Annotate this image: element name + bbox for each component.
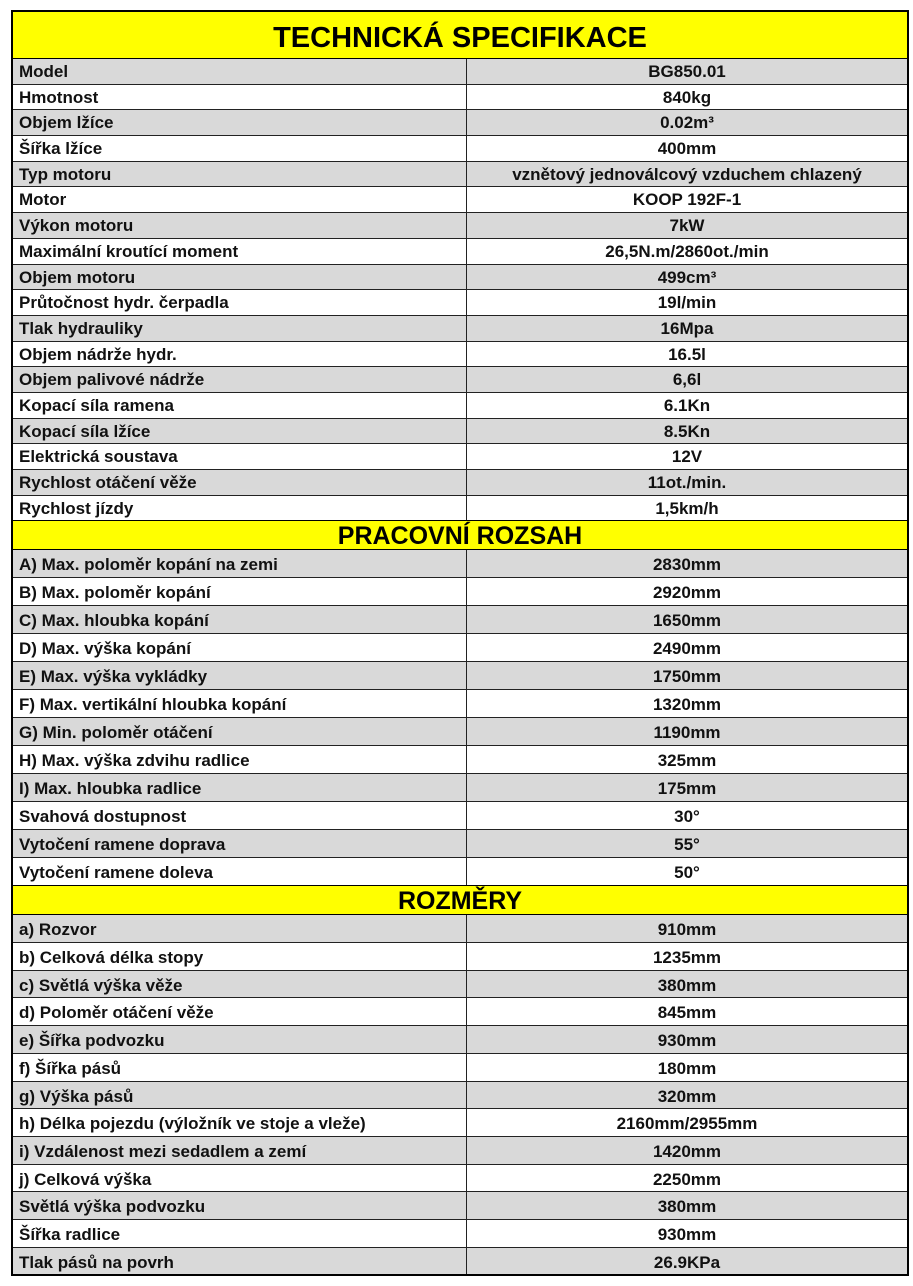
spec-value: 499cm³ [657,267,717,287]
spec-value: 7kW [669,216,705,236]
spec-label: Šířka radlice [13,1220,467,1247]
spec-value: 320mm [657,1086,717,1106]
table-row [13,85,907,111]
table-row [13,496,907,521]
table-row [13,342,907,368]
section-rows [13,59,907,520]
spec-value: 16Mpa [660,318,714,338]
table-row [13,634,907,662]
table-row [13,290,907,316]
table-row [13,213,907,239]
spec-value: 325mm [657,751,717,771]
spec-label: Kopací síla lžíce [13,419,467,444]
spec-label: Tlak hydrauliky [13,316,467,341]
spec-value: 840kg [662,87,712,107]
spec-table-body [13,59,907,1274]
spec-table [11,10,909,1276]
spec-label: G) Min. poloměr otáčení [13,718,467,745]
table-row [13,998,907,1026]
spec-value: 910mm [657,920,717,940]
table-row [13,239,907,265]
spec-value: 1750mm [652,667,722,687]
section-heading: ROZMĚRY [13,885,907,915]
table-row [13,187,907,213]
spec-label: Hmotnost [13,85,467,110]
spec-value: 400mm [657,139,717,159]
spec-value: 1320mm [652,695,722,715]
spec-value: 55° [674,835,700,855]
spec-label: Průtočnost hydr. čerpadla [13,290,467,315]
table-row [13,1248,907,1275]
table-row [13,367,907,393]
table-row [13,662,907,690]
table-row [13,1109,907,1137]
spec-label: Vytočení ramene doleva [13,858,467,885]
spec-label: Elektrická soustava [13,444,467,469]
spec-label: d) Poloměr otáčení věže [13,998,467,1025]
table-row [13,136,907,162]
section-heading: PRACOVNÍ ROZSAH [13,520,907,550]
spec-label: e) Šířka podvozku [13,1026,467,1053]
spec-value: 0.02m³ [660,113,714,133]
spec-value: vznětový jednoválcový vzduchem chlazený [512,164,862,184]
spec-value: 26.9KPa [653,1252,721,1272]
spec-value: 30° [674,807,700,827]
table-row [13,1220,907,1248]
table-row [13,943,907,971]
spec-label: E) Max. výška vykládky [13,662,467,689]
spec-label: H) Max. výška zdvihu radlice [13,746,467,773]
spec-label: Vytočení ramene doprava [13,830,467,857]
table-row [13,316,907,342]
table-row [13,419,907,445]
table-row [13,393,907,419]
spec-value: 2160mm/2955mm [616,1114,758,1134]
spec-label: C) Max. hloubka kopání [13,606,467,633]
spec-value: KOOP 192F-1 [632,190,742,210]
table-row [13,1165,907,1193]
table-row [13,550,907,578]
spec-value: 19l/min [657,293,717,313]
spec-label: Šířka lžíce [13,136,467,161]
table-row [13,470,907,496]
table-row [13,1082,907,1110]
spec-value: 12V [671,447,703,467]
spec-value: 1190mm [653,723,721,743]
spec-value: 1235mm [652,948,722,968]
spec-value: 6.1Kn [663,395,711,415]
spec-value: 26,5N.m/2860ot./min [605,241,769,261]
spec-value: 50° [674,863,700,883]
spec-value: 6,6l [672,370,702,390]
spec-label: D) Max. výška kopání [13,634,467,661]
table-row [13,444,907,470]
spec-label: Model [13,59,467,84]
spec-value: 1,5km/h [655,498,719,518]
table-row [13,746,907,774]
table-row [13,606,907,634]
spec-label: Motor [13,187,467,212]
spec-label: Rychlost otáčení věže [13,470,467,495]
spec-label: Světlá výška podvozku [13,1192,467,1219]
table-row [13,774,907,802]
table-row [13,802,907,830]
spec-label: F) Max. vertikální hloubka kopání [13,690,467,717]
spec-label: Objem nádrže hydr. [13,342,467,367]
spec-value: 8.5Kn [663,421,711,441]
table-row [13,1192,907,1220]
table-row [13,1026,907,1054]
table-row [13,1137,907,1165]
spec-label: Rychlost jízdy [13,496,467,521]
spec-value: 16.5l [668,344,706,364]
spec-value: 2490mm [652,639,722,659]
spec-value: 180mm [657,1058,717,1078]
table-row [13,265,907,291]
spec-value: BG850.01 [648,62,726,81]
spec-label: Kopací síla ramena [13,393,467,418]
spec-label: g) Výška pásů [13,1082,467,1109]
table-row [13,690,907,718]
spec-label: i) Vzdálenost mezi sedadlem a zemí [13,1137,467,1164]
spec-label: Výkon motoru [13,213,467,238]
table-row [13,915,907,943]
spec-label: c) Světlá výška věže [13,971,467,998]
section-rows [13,550,907,885]
spec-label: Objem lžíce [13,110,467,135]
table-row [13,162,907,188]
spec-label: Typ motoru [13,162,467,187]
spec-value: 2920mm [652,583,722,603]
spec-label: b) Celková délka stopy [13,943,467,970]
spec-value: 2250mm [652,1169,722,1189]
spec-label: j) Celková výška [13,1165,467,1192]
spec-value: 380mm [657,1197,717,1217]
spec-label: h) Délka pojezdu (výložník ve stoje a vleže) [13,1109,467,1136]
table-row [13,578,907,606]
spec-label: I) Max. hloubka radlice [13,774,467,801]
spec-label: Maximální kroutící moment [13,239,467,264]
table-row [13,718,907,746]
spec-label: f) Šířka pásů [13,1054,467,1081]
spec-value: 2830mm [652,555,722,575]
spec-value: 930mm [657,1224,717,1244]
spec-value: 380mm [657,975,717,995]
table-title: TECHNICKÁ SPECIFIKACE [13,12,907,59]
spec-label: B) Max. poloměr kopání [13,578,467,605]
spec-label: a) Rozvor [13,915,467,942]
spec-value: 845mm [657,1003,717,1023]
table-row [13,858,907,885]
section-rows [13,915,907,1274]
spec-label: Tlak pásů na povrh [13,1248,467,1275]
table-row [13,1054,907,1082]
spec-value: 1650mm [652,611,722,631]
spec-label: Objem motoru [13,265,467,290]
spec-value: 11ot./min. [647,473,727,492]
table-row [13,59,907,85]
spec-value: 1420mm [652,1141,722,1161]
spec-value: 930mm [657,1031,717,1051]
spec-label: Svahová dostupnost [13,802,467,829]
table-row [13,110,907,136]
spec-label: A) Max. poloměr kopání na zemi [13,550,467,577]
table-row [13,830,907,858]
spec-label: Objem palivové nádrže [13,367,467,392]
table-row [13,971,907,999]
spec-value: 175mm [657,779,717,799]
